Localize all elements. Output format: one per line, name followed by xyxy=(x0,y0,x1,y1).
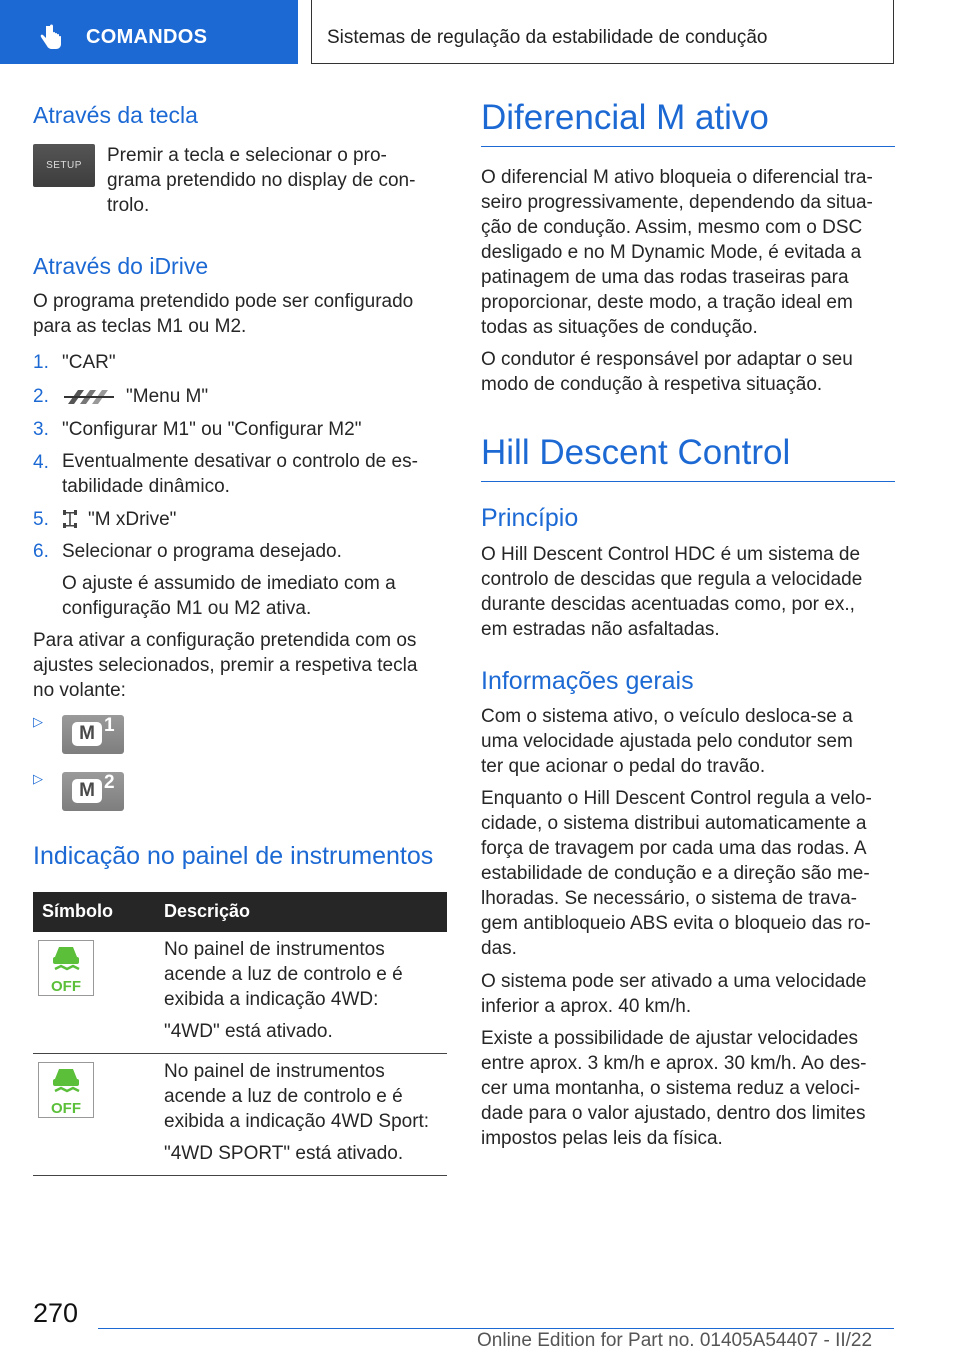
m2-key-icon: M 2 xyxy=(62,772,124,811)
hdc-off-lamp-icon xyxy=(38,940,94,996)
setup-key-icon: SETUP xyxy=(33,144,95,187)
heading-diferencial: Diferencial M ativo xyxy=(481,98,769,137)
heading-hdc: Hill Descent Control xyxy=(481,433,791,472)
step-number: 1. xyxy=(33,352,49,373)
m1-key-icon: M 1 xyxy=(62,715,124,754)
xdrive-icon xyxy=(60,508,80,530)
section-label: COMANDOS xyxy=(86,26,208,48)
step-text: "Menu M" xyxy=(126,386,209,407)
heading-principio: Princípio xyxy=(481,504,579,532)
hdc-sport-off-lamp-icon xyxy=(38,1062,94,1118)
row-description: No painel de instrumentos acende a luz de controlo e é exibida a indicação 4WD Sport: xyxy=(164,1061,430,1132)
step-text: "CAR" xyxy=(62,352,116,373)
table-divider xyxy=(33,1175,447,1176)
heading-rule xyxy=(481,146,895,147)
general-paragraph-4: Existe a possibilidade de ajustar velocidades entre aprox. 3 km/h e aprox. 30 km/h. Ao des- cer uma montanha, o sistema reduz a veloci- dade para o valor ajustado, dentro dos limites impostos pelas leis da física. xyxy=(481,1028,867,1149)
general-paragraph-1: Com o sistema ativo, o veículo desloca-se a uma velocidade ajustada pelo condutor sem ter que acionar o pedal do travão. xyxy=(481,706,853,777)
idrive-intro: O programa pretendido pode ser configurado para as teclas M1 ou M2. xyxy=(33,291,414,337)
table-header xyxy=(33,892,447,932)
row-description: No painel de instrumentos acende a luz de controlo e é exibida a indicação 4WD: xyxy=(164,939,403,1010)
svg-text:OFF: OFF xyxy=(51,978,81,995)
diff-paragraph-1: O diferencial M ativo bloqueia o diferencial tra- seiro progressivamente, dependendo da situa- ção de condução. Assim, mesmo com o DSC desligado e no M Dynamic Mode, é evitada a patinagem de uma das rodas traseiras para proporcionar, deste modo, a tração ideal em todas as situações de condução. xyxy=(481,167,873,338)
step-number: 3. xyxy=(33,419,49,440)
bullet-triangle-icon: ▷ xyxy=(33,714,43,729)
principle-text: O Hill Descent Control HDC é um sistema de controlo de descidas que regula a velocidade durante descidas acentuadas como, por ex., em estradas não asfaltadas. xyxy=(481,544,863,640)
svg-text:OFF: OFF xyxy=(51,1100,81,1117)
step-number: 2. xyxy=(33,386,49,407)
step-note: O ajuste é assumido de imediato com a configuração M1 ou M2 ativa. xyxy=(62,573,396,619)
heading-informacoes: Informações gerais xyxy=(481,667,694,695)
activate-text: Para ativar a configuração pretendida com os ajustes selecionados, premir a respetiva tecla no volante: xyxy=(33,630,418,701)
step-number: 6. xyxy=(33,541,49,562)
page-header xyxy=(311,0,894,64)
col-description: Descrição xyxy=(164,901,251,921)
general-paragraph-2: Enquanto o Hill Descent Control regula a velo- cidade, o sistema distribui automaticamente a força de travagem por cada uma das rodas. A estabilidade de condução e a direção são me- lhoradas. Se necessário, o sistema de trava- gem antibloqueio ABS evita o bloqueio das ro- das. xyxy=(481,788,872,959)
step-text: "Configurar M1" ou "Configurar M2" xyxy=(62,419,362,440)
tecla-text: Premir a tecla e selecionar o pro- grama pretendido no display de con- trolo. xyxy=(107,145,416,216)
general-paragraph-3: O sistema pode ser ativado a uma velocidade inferior a aprox. 40 km/h. xyxy=(481,971,867,1017)
page-number: 270 xyxy=(33,1298,79,1328)
section-tab xyxy=(0,0,298,64)
bullet-triangle-icon: ▷ xyxy=(33,771,43,786)
step-text: Selecionar o programa desejado. xyxy=(62,541,342,562)
footer-rule xyxy=(98,1328,894,1329)
footer-edition: Online Edition for Part no. 01405A54407 - II/22 xyxy=(477,1330,873,1351)
page-title: Sistemas de regulação da estabilidade de condução xyxy=(327,27,768,48)
diff-paragraph-2: O condutor é responsável por adaptar o seu modo de condução à respetiva situação. xyxy=(481,349,853,395)
hand-pointer-icon xyxy=(38,24,62,50)
step-text: Eventualmente desativar o controlo de es- tabilidade dinâmico. xyxy=(62,451,418,497)
heading-tecla: Através da tecla xyxy=(33,102,198,128)
m-stripes-icon xyxy=(62,388,116,406)
col-symbol: Símbolo xyxy=(42,901,113,921)
heading-idrive: Através do iDrive xyxy=(33,253,209,279)
table-divider xyxy=(33,1053,447,1054)
heading-instrument: Indicação no painel de instrumentos xyxy=(33,842,434,870)
step-number: 4. xyxy=(33,452,49,473)
step-number: 5. xyxy=(33,509,49,530)
heading-rule xyxy=(481,481,895,482)
step-text: "M xDrive" xyxy=(88,509,177,530)
row-status: "4WD SPORT" está ativado. xyxy=(164,1143,404,1164)
row-status: "4WD" está ativado. xyxy=(164,1021,333,1042)
